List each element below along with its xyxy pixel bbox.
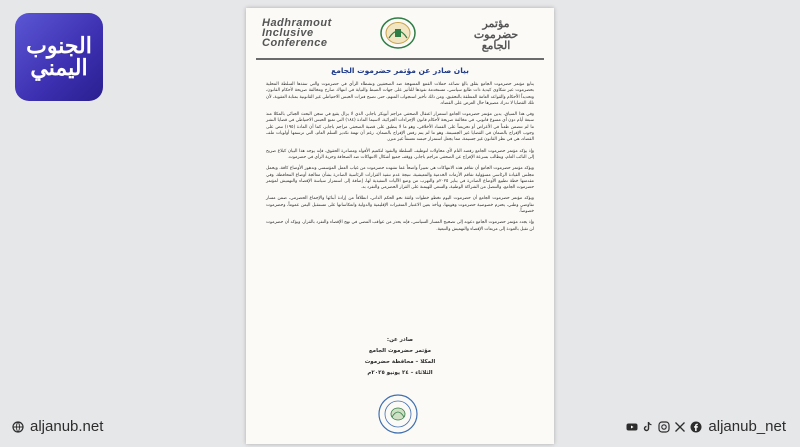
document-body xyxy=(266,82,534,238)
header-en-line: Inclusive xyxy=(262,27,314,39)
tiktok-icon[interactable] xyxy=(642,421,654,433)
footer-site-left[interactable] xyxy=(12,418,103,435)
facebook-icon[interactable] xyxy=(690,421,702,433)
site-handle: aljanub_net xyxy=(708,418,786,435)
body-paragraph: وإذ يؤكد مؤتمر حضرموت الجامع رفضه التام لأي محاولات لتوظيف السلطة والنفوذ لتكميم الأفواه ومصادرة الحقوق، فإنه يوجه هذا البيان كبلاغ صريح إلى النائب العام، ويطالب بسرعة الإفراج عن الصحفي مراجم باجابر، ووقف جميع أشكال الانتهاكات ضد الصحافة وحرية الرأي في حضرموت. xyxy=(266,148,534,160)
brand-logo-text: الجنوب اليمني xyxy=(26,33,92,81)
header-ar-line: حضرموت xyxy=(473,28,519,41)
statement-document xyxy=(246,8,554,444)
header-en-line: Hadhramout xyxy=(262,17,332,29)
body-paragraph: ويؤكد مؤتمر حضرموت الجامع أن حضرموت اليوم تخطو خطوات واثقة نحو الحكم الذاتي، انطلاقاً من إرادة أبنائها والإجماع الحضرمي، ضمن مسار تفاوضي وطني، يحترم خصوصية حضرموت وهويتها، ويأخذ بعين الاعتبار المتغيرات الإقليمية والدولية وانعكاساتها على مستقبل اليمن عموماً، وحضرموت خصوصاً. xyxy=(266,196,534,215)
header-arabic xyxy=(452,18,540,51)
header-ar-line: الجامع xyxy=(481,39,511,52)
signature-line: الثلاثاء – ٢٤ يونيو ٢٠٢٥م xyxy=(367,370,433,376)
body-paragraph: يتابع مؤتمر حضرموت الجامع بقلق بالغ تصاعد حملات القمع الممنهجة ضد الصحفيين ونشطاء الرأي في حضرموت والتي تنفذها السلطة المحلية بحضرموت عبر شكاوى كيدية ذات طابع سياسي، مستخدمة نفوذها للتأثير على جهات الضبط والنيابة في انتهاك صارخ ومخالفة صريحة لأحكام القانون، وتحديداً الأحكام والقواعد العامة المتعلقة بالتحقيق، ومن ذلك تأخير استجواب المتهم، حتى تصبح فترات الحبس الاحتياطي غير القانونية بمثابة العقوبة، لأن تلك القضايا لا تدرك مصيرها حال العرض على القضاء. xyxy=(266,82,534,106)
document-title: بيان صادر عن مؤتمر حضرموت الجامع xyxy=(331,66,469,75)
signature-line: مؤتمر حضرموت الجامع xyxy=(368,348,432,354)
instagram-icon[interactable] xyxy=(658,421,670,433)
signature-line: صادر عن: xyxy=(386,337,414,343)
globe-icon xyxy=(12,421,24,433)
body-paragraph: ويؤكد مؤتمر حضرموت الجامع أن تفاقم هذه الانتهاكات هي تعبيراً واضحاً عما تشهده حضرموت من غياب العمل المؤسسي وتدهور الأوضاع كافة، ويحمل مجلس القيادة الرئاسي مسؤولية تفاقم الأزمات الخدمية والمعيشية، نتيجة عدم تنفيذ القرارات الرئاسية الصادرة بشأن معالجة أوضاع المحافظة، وفي مقدمتها خطة تطبيع الأوضاع الصادرة في يناير ٢٠٢٥م والتهرب من وضع الآليات التنفيذية لها، إضافة إلى استمرار سياسة الإقصاء والتهميش لمؤتمر حضرموت الجامع، والتنصل من الشراكة الوطنية، والسعي للهيمنة على القرار الحضرمي والتفرد به. xyxy=(266,166,534,191)
brand-logo[interactable] xyxy=(15,13,103,101)
site-url: aljanub.net xyxy=(30,418,104,435)
header-divider xyxy=(256,58,544,60)
youtube-icon[interactable] xyxy=(626,421,638,433)
header-en-line: Conference xyxy=(262,37,328,49)
conference-emblem-icon xyxy=(379,16,417,50)
signature-block xyxy=(246,335,554,379)
signature-line: المكلا – محافظة حضرموت xyxy=(364,359,436,365)
official-seal-icon xyxy=(377,393,419,435)
body-paragraph: وفي هذا السياق، يدين مؤتمر حضرموت الجامع استمرار اعتقال الصحفي مراجم أبوبكر باجابر، الذي لا يزال يقبع في سجن البحث الجنائي بالمكلا منذ سبعة أيام دون أي مسوغ قانوني، في مخالفة صريحة لأحكام قانون الإجراءات الجزائية، لاسيما المادة (١٨٤) التي تمنع الحبس الاحتياطي في قضايا النشر ما لم تتضمن طعناً في الأعراض أو تحريضاً على الفساد الأخلاقي، وهو ما لا ينطبق على قضية الصحفي مراجم باجابر، كما أن المادة (١٩٥) تنص على وجوب الإفراج بالضمان في القضايا غير الجسيمة، وهو ما لم يتم رفض الإفراج بالضمان، رغم أن تهمة تكدير السلم العام، التي ترسمها أولويات ملف القضاء، هي في نظر القانون غير جسيمة، مما يجعل استمرار حبسه تعسفاً غير مبرر. xyxy=(266,112,535,143)
header-english xyxy=(262,18,352,48)
header-ar-line: مؤتمر xyxy=(482,17,510,30)
body-paragraph: وإذ يجدد مؤتمر حضرموت الجامع دعوته إلى تصحيح المسار السياسي، فإنه يحذر من عواقب المضي في نهج الإقصاء والتفرد بالقرار، ويؤكد أن حضرموت لن تقبل بالعودة إلى مربعات الإقصاء والتهميش والتبعية. xyxy=(266,220,534,232)
footer-socials xyxy=(626,418,786,435)
x-twitter-icon[interactable] xyxy=(674,421,686,433)
